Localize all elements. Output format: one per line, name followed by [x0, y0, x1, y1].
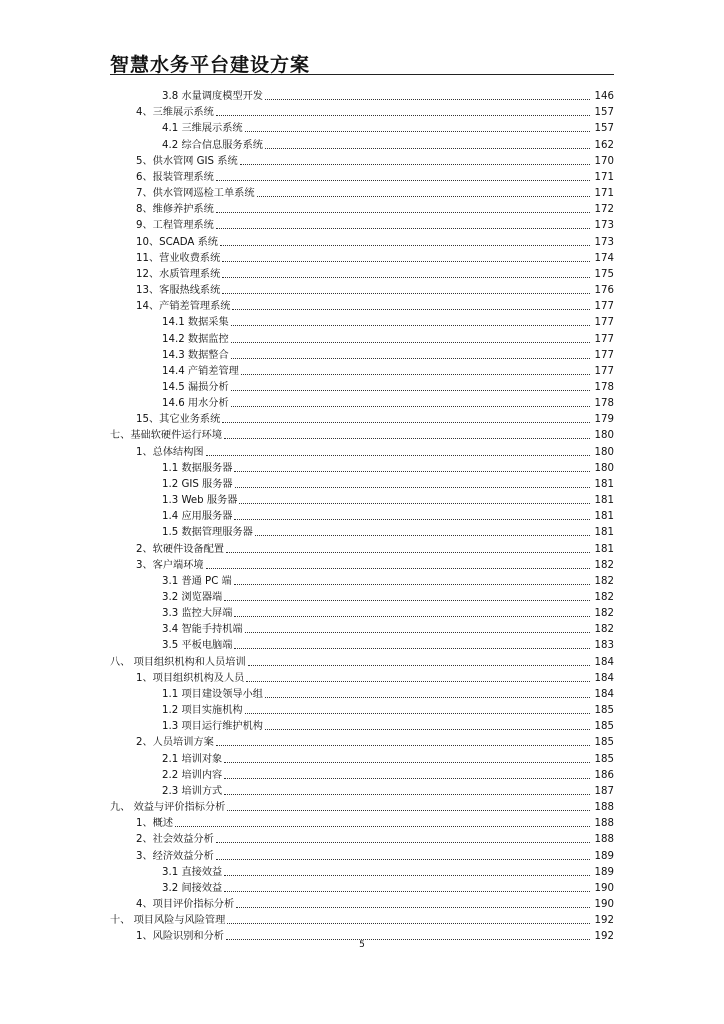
toc-entry-label: 14.6 用水分析	[162, 398, 229, 410]
toc-entry[interactable]	[110, 556, 614, 572]
toc-entry[interactable]	[110, 184, 614, 200]
toc-entry-label: 4、项目评价指标分析	[136, 898, 235, 910]
toc-entry[interactable]	[110, 378, 614, 394]
toc-dot-leader	[216, 228, 590, 229]
toc-entry-page: 188	[594, 818, 614, 830]
toc-entry-label: 12、水质管理系统	[136, 268, 221, 280]
toc-entry-label: 3.5 平板电脑端	[162, 640, 233, 652]
toc-entry-page: 181	[594, 543, 614, 555]
toc-entry-label: 7、供水管网巡检工单系统	[136, 188, 255, 200]
toc-entry-page: 189	[594, 850, 614, 862]
toc-entry[interactable]	[110, 846, 614, 862]
toc-entry[interactable]	[110, 135, 614, 151]
toc-entry-label: 14.2 数据监控	[162, 333, 229, 345]
toc-entry-page: 177	[594, 301, 614, 313]
toc-entry-page: 192	[594, 931, 614, 943]
toc-dot-leader	[216, 745, 590, 746]
toc-entry-label: 4.2 综合信息服务系统	[162, 139, 263, 151]
toc-entry-label: 九、 效益与评价指标分析	[110, 802, 226, 814]
toc-dot-leader	[231, 406, 590, 407]
toc-dot-leader	[224, 438, 590, 439]
toc-entry-page: 182	[594, 559, 614, 571]
toc-entry-page: 183	[594, 640, 614, 652]
toc-entry-label: 10、SCADA 系统	[136, 236, 218, 248]
toc-entry-label: 2、社会效益分析	[136, 834, 214, 846]
toc-entry-label: 1、风险识别和分析	[136, 931, 224, 943]
toc-entry[interactable]	[110, 863, 614, 879]
toc-entry-page: 146	[594, 91, 614, 103]
toc-dot-leader	[265, 697, 590, 698]
toc-dot-leader	[231, 358, 590, 359]
toc-entry-page: 175	[594, 268, 614, 280]
toc-entry-page: 176	[594, 285, 614, 297]
toc-entry[interactable]	[110, 394, 614, 410]
toc-dot-leader	[232, 309, 590, 310]
toc-entry-page: 171	[594, 188, 614, 200]
toc-entry-label: 1.3 项目运行维护机构	[162, 721, 263, 733]
toc-entry-page: 171	[594, 171, 614, 183]
toc-entry[interactable]	[110, 475, 614, 491]
toc-entry-label: 5、供水管网 GIS 系统	[136, 155, 238, 167]
toc-entry[interactable]	[110, 152, 614, 168]
toc-entry-label: 1.1 项目建设领导小组	[162, 688, 263, 700]
toc-entry[interactable]	[110, 652, 614, 668]
toc-entry-page: 187	[594, 785, 614, 797]
toc-entry[interactable]	[110, 895, 614, 911]
toc-entry-page: 172	[594, 204, 614, 216]
toc-entry-label: 3、经济效益分析	[136, 850, 214, 862]
toc-entry[interactable]	[110, 87, 614, 103]
toc-entry-label: 3.8 水量调度模型开发	[162, 91, 263, 103]
toc-entry[interactable]	[110, 879, 614, 895]
toc-entry-page: 190	[594, 882, 614, 894]
toc-dot-leader	[220, 245, 590, 246]
table-of-contents	[110, 87, 614, 943]
toc-entry-page: 185	[594, 737, 614, 749]
toc-entry-label: 14.1 数据采集	[162, 317, 229, 329]
toc-entry[interactable]	[110, 701, 614, 717]
toc-dot-leader	[234, 584, 590, 585]
toc-entry-label: 14.5 漏损分析	[162, 381, 229, 393]
toc-entry-page: 192	[594, 915, 614, 927]
toc-entry-label: 3.2 浏览器端	[162, 592, 223, 603]
toc-entry-label: 七、基础软硬件运行环境	[110, 430, 223, 442]
toc-entry-label: 11、营业收费系统	[136, 252, 221, 264]
toc-dot-leader	[224, 778, 590, 779]
toc-entry[interactable]	[110, 717, 614, 733]
toc-entry-page: 180	[594, 446, 614, 458]
toc-dot-leader	[231, 325, 590, 326]
toc-entry-label: 8、维修养护系统	[136, 204, 214, 216]
toc-entry-page: 170	[594, 155, 614, 167]
toc-entry[interactable]	[110, 119, 614, 135]
toc-entry[interactable]	[110, 782, 614, 798]
toc-entry[interactable]	[110, 459, 614, 475]
toc-dot-leader	[234, 648, 590, 649]
toc-entry-page: 181	[594, 495, 614, 507]
toc-entry-label: 1、总体结构图	[136, 446, 204, 458]
toc-entry-page: 185	[594, 721, 614, 733]
toc-entry-label: 2.1 培训对象	[162, 753, 223, 765]
toc-dot-leader	[257, 196, 590, 197]
toc-entry-label: 6、报装管理系统	[136, 171, 214, 183]
toc-entry-page: 177	[594, 349, 614, 361]
toc-entry[interactable]	[110, 911, 614, 927]
toc-dot-leader	[255, 535, 590, 536]
toc-entry-page: 181	[594, 478, 614, 490]
toc-entry-page: 180	[594, 462, 614, 474]
toc-entry-label: 3.2 间接效益	[162, 882, 223, 894]
toc-entry[interactable]	[110, 442, 614, 458]
toc-entry-page: 184	[594, 656, 614, 668]
toc-entry-page: 186	[594, 769, 614, 781]
toc-entry[interactable]	[110, 830, 614, 846]
toc-entry[interactable]	[110, 685, 614, 701]
toc-entry-label: 14.3 数据整合	[162, 349, 229, 361]
toc-entry[interactable]	[110, 249, 614, 265]
toc-dot-leader	[241, 374, 590, 375]
toc-entry-page: 180	[594, 430, 614, 442]
toc-dot-leader	[222, 261, 590, 262]
toc-dot-leader	[231, 342, 590, 343]
toc-dot-leader	[224, 891, 590, 892]
toc-entry-label: 9、工程管理系统	[136, 220, 214, 232]
toc-entry-page: 188	[594, 834, 614, 846]
toc-dot-leader	[265, 99, 590, 100]
toc-dot-leader	[265, 148, 590, 149]
toc-dot-leader	[246, 681, 590, 682]
toc-entry-label: 2、软硬件设备配置	[136, 543, 224, 555]
toc-dot-leader	[216, 859, 590, 860]
toc-dot-leader	[222, 422, 590, 423]
toc-dot-leader	[248, 665, 590, 666]
toc-dot-leader	[231, 390, 590, 391]
toc-dot-leader	[224, 600, 590, 601]
toc-entry-label: 1.2 项目实施机构	[162, 705, 243, 717]
toc-entry[interactable]	[110, 265, 614, 281]
toc-entry-label: 3.1 直接效益	[162, 866, 223, 878]
toc-entry-label: 3.4 智能手持机端	[162, 624, 243, 636]
toc-dot-leader	[234, 471, 590, 472]
toc-entry-page: 182	[594, 608, 614, 620]
toc-dot-leader	[227, 810, 590, 811]
page-number: 5	[359, 940, 365, 950]
toc-entry-page: 173	[594, 236, 614, 248]
toc-entry[interactable]	[110, 814, 614, 830]
toc-entry-label: 2、人员培训方案	[136, 737, 214, 749]
toc-entry-label: 十、 项目风险与风险管理	[110, 915, 226, 927]
toc-dot-leader	[206, 455, 590, 456]
toc-entry-label: 3.3 监控大屏端	[162, 608, 233, 620]
toc-entry[interactable]	[110, 523, 614, 539]
toc-dot-leader	[239, 503, 590, 504]
toc-entry-page: 177	[594, 365, 614, 377]
page-title: 智慧水务平台建设方案	[110, 54, 311, 76]
toc-entry-page: 162	[594, 139, 614, 151]
toc-entry-page: 181	[594, 511, 614, 523]
toc-entry[interactable]	[110, 491, 614, 507]
toc-entry-page: 177	[594, 317, 614, 329]
toc-dot-leader	[240, 164, 590, 165]
toc-dot-leader	[216, 842, 590, 843]
toc-entry-label: 2.2 培训内容	[162, 769, 223, 781]
toc-entry[interactable]	[110, 766, 614, 782]
toc-entry[interactable]	[110, 588, 614, 604]
toc-entry-page: 178	[594, 398, 614, 410]
toc-entry[interactable]	[110, 572, 614, 588]
toc-entry-page: 185	[594, 705, 614, 717]
toc-dot-leader	[216, 115, 590, 116]
toc-entry-label: 1.4 应用服务器	[162, 511, 233, 523]
toc-entry-page: 181	[594, 527, 614, 539]
toc-entry-label: 1.3 Web 服务器	[162, 495, 238, 507]
toc-entry-page: 177	[594, 333, 614, 345]
toc-entry[interactable]	[110, 232, 614, 248]
toc-entry-page: 157	[594, 123, 614, 135]
toc-entry[interactable]	[110, 507, 614, 523]
toc-entry[interactable]	[110, 604, 614, 620]
toc-dot-leader	[226, 552, 590, 553]
toc-entry[interactable]	[110, 669, 614, 685]
toc-entry-page: 185	[594, 753, 614, 765]
toc-entry[interactable]	[110, 297, 614, 313]
toc-entry[interactable]	[110, 410, 614, 426]
toc-entry[interactable]	[110, 539, 614, 555]
toc-entry-label: 4、三维展示系统	[136, 107, 214, 119]
toc-entry-page: 184	[594, 672, 614, 684]
toc-dot-leader	[224, 762, 590, 763]
toc-entry[interactable]	[110, 281, 614, 297]
toc-entry[interactable]	[110, 733, 614, 749]
toc-entry-label: 15、其它业务系统	[136, 414, 221, 426]
toc-entry[interactable]	[110, 313, 614, 329]
toc-dot-leader	[235, 487, 590, 488]
toc-dot-leader	[175, 826, 590, 827]
toc-dot-leader	[216, 212, 590, 213]
toc-dot-leader	[224, 794, 590, 795]
toc-entry[interactable]	[110, 200, 614, 216]
toc-entry-label: 八、 项目组织机构和人员培训	[110, 656, 246, 668]
toc-dot-leader	[234, 519, 590, 520]
toc-dot-leader	[227, 923, 590, 924]
toc-entry[interactable]	[110, 798, 614, 814]
toc-entry[interactable]	[110, 216, 614, 232]
toc-dot-leader	[245, 131, 590, 132]
toc-entry-page: 184	[594, 688, 614, 700]
toc-entry-page: 179	[594, 414, 614, 426]
toc-entry-page: 173	[594, 220, 614, 232]
toc-entry[interactable]	[110, 362, 614, 378]
toc-entry-page: 188	[594, 802, 614, 814]
toc-entry-label: 14.4 产销差管理	[162, 365, 239, 377]
toc-dot-leader	[206, 568, 590, 569]
toc-dot-leader	[222, 293, 590, 294]
toc-dot-leader	[234, 616, 590, 617]
toc-entry-page: 157	[594, 107, 614, 119]
toc-entry-label: 13、客服热线系统	[136, 285, 221, 297]
toc-entry-label: 3、客户端环境	[136, 559, 204, 571]
toc-dot-leader	[265, 729, 590, 730]
toc-entry-page: 182	[594, 624, 614, 636]
toc-entry-label: 1.1 数据服务器	[162, 462, 233, 474]
toc-dot-leader	[245, 632, 590, 633]
toc-dot-leader	[236, 907, 590, 908]
toc-entry-page: 174	[594, 252, 614, 264]
toc-entry-label: 3.1 普通 PC 端	[162, 575, 232, 587]
toc-entry-label: 1.5 数据管理服务器	[162, 527, 253, 539]
toc-dot-leader	[222, 277, 590, 278]
toc-entry-page: 190	[594, 898, 614, 910]
toc-entry-label: 4.1 三维展示系统	[162, 123, 243, 135]
toc-entry[interactable]	[110, 103, 614, 119]
toc-entry-page: 178	[594, 381, 614, 393]
toc-entry-label: 1、项目组织机构及人员	[136, 672, 245, 684]
toc-entry[interactable]	[110, 329, 614, 345]
toc-entry[interactable]	[110, 168, 614, 184]
toc-dot-leader	[245, 713, 590, 714]
toc-entry-page: 182	[594, 575, 614, 587]
toc-entry[interactable]	[110, 636, 614, 652]
toc-entry-page: 189	[594, 866, 614, 878]
toc-dot-leader	[224, 875, 590, 876]
header-rule	[110, 74, 614, 75]
toc-entry[interactable]	[110, 749, 614, 765]
toc-entry-page: 182	[594, 592, 614, 603]
toc-entry[interactable]	[110, 346, 614, 362]
toc-entry-label: 14、产销差管理系统	[136, 301, 231, 313]
toc-entry[interactable]	[110, 426, 614, 442]
toc-entry[interactable]	[110, 620, 614, 636]
toc-entry-label: 1、概述	[136, 818, 174, 830]
toc-entry-label: 2.3 培训方式	[162, 785, 223, 797]
toc-dot-leader	[216, 180, 590, 181]
toc-entry-label: 1.2 GIS 服务器	[162, 478, 233, 490]
